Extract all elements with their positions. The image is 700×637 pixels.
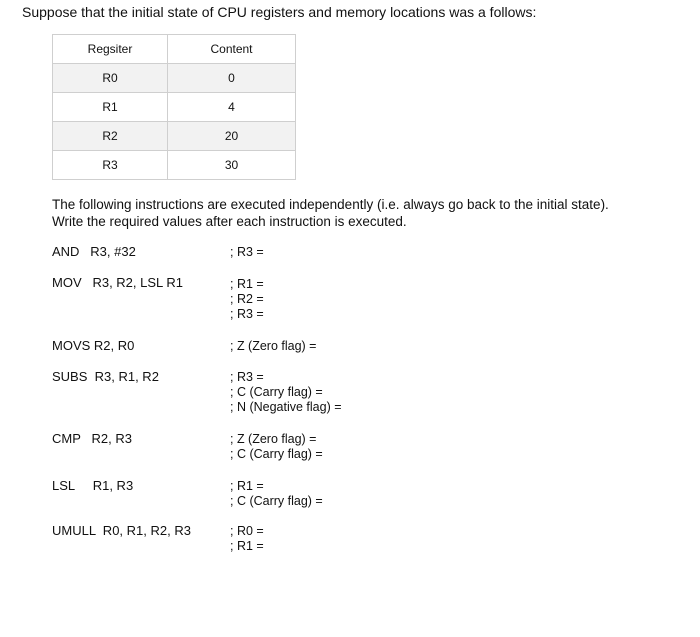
header-register: Regsiter — [53, 35, 168, 64]
comment-line: ; N (Negative flag) = — [230, 400, 342, 414]
instruction-cmp: CMP R2, R3 — [52, 431, 132, 446]
comment-line: ; R0 = — [230, 524, 264, 538]
comment-line: ; R3 = — [230, 307, 264, 321]
comment-lsl — [230, 479, 323, 509]
instruction-lsl: LSL R1, R3 — [52, 478, 134, 493]
comment-subs — [230, 370, 342, 415]
header-content: Content — [168, 35, 296, 64]
content-cell: 4 — [168, 93, 296, 122]
instruction-and: AND R3, #32 — [52, 244, 136, 259]
paragraph-line-2: Write the required values after each instruction is executed. — [52, 214, 407, 229]
comment-cmp — [230, 432, 323, 462]
comment-line: ; C (Carry flag) = — [230, 447, 323, 461]
comment-line: ; R3 = — [230, 245, 264, 259]
comment-line: ; R1 = — [230, 479, 264, 493]
instruction-umull: UMULL R0, R1, R2, R3 — [52, 523, 191, 538]
table-row — [53, 151, 296, 180]
comment-line: ; R3 = — [230, 370, 264, 384]
comment-line: ; R1 = — [230, 277, 264, 291]
comment-line: ; Z (Zero flag) = — [230, 432, 317, 446]
instructions-paragraph — [52, 196, 609, 230]
instruction-subs: SUBS R3, R1, R2 — [52, 369, 159, 384]
register-cell: R3 — [53, 151, 168, 180]
paragraph-line-1: The following instructions are executed independently (i.e. always go back to the initial state). — [52, 197, 609, 212]
comment-line: ; C (Carry flag) = — [230, 385, 323, 399]
comment-line: ; C (Carry flag) = — [230, 494, 323, 508]
instruction-movs: MOVS R2, R0 — [52, 338, 135, 353]
instruction-mov: MOV R3, R2, LSL R1 — [52, 275, 184, 290]
comment-line: ; R2 = — [230, 292, 264, 306]
register-cell: R2 — [53, 122, 168, 151]
table-row — [53, 122, 296, 151]
register-cell: R0 — [53, 64, 168, 93]
comment-line: ; Z (Zero flag) = — [230, 339, 317, 353]
table-row — [53, 64, 296, 93]
comment-umull — [230, 524, 264, 554]
comment-line: ; R1 = — [230, 539, 264, 553]
intro-text: Suppose that the initial state of CPU registers and memory locations was a follows: — [22, 4, 537, 20]
comment-movs — [230, 339, 316, 354]
comment-and — [230, 245, 264, 260]
register-cell: R1 — [53, 93, 168, 122]
content-cell: 0 — [168, 64, 296, 93]
content-cell: 20 — [168, 122, 296, 151]
table-header-row — [53, 35, 296, 64]
comment-mov — [230, 277, 264, 322]
table-row — [53, 93, 296, 122]
register-table — [52, 34, 296, 180]
content-cell: 30 — [168, 151, 296, 180]
